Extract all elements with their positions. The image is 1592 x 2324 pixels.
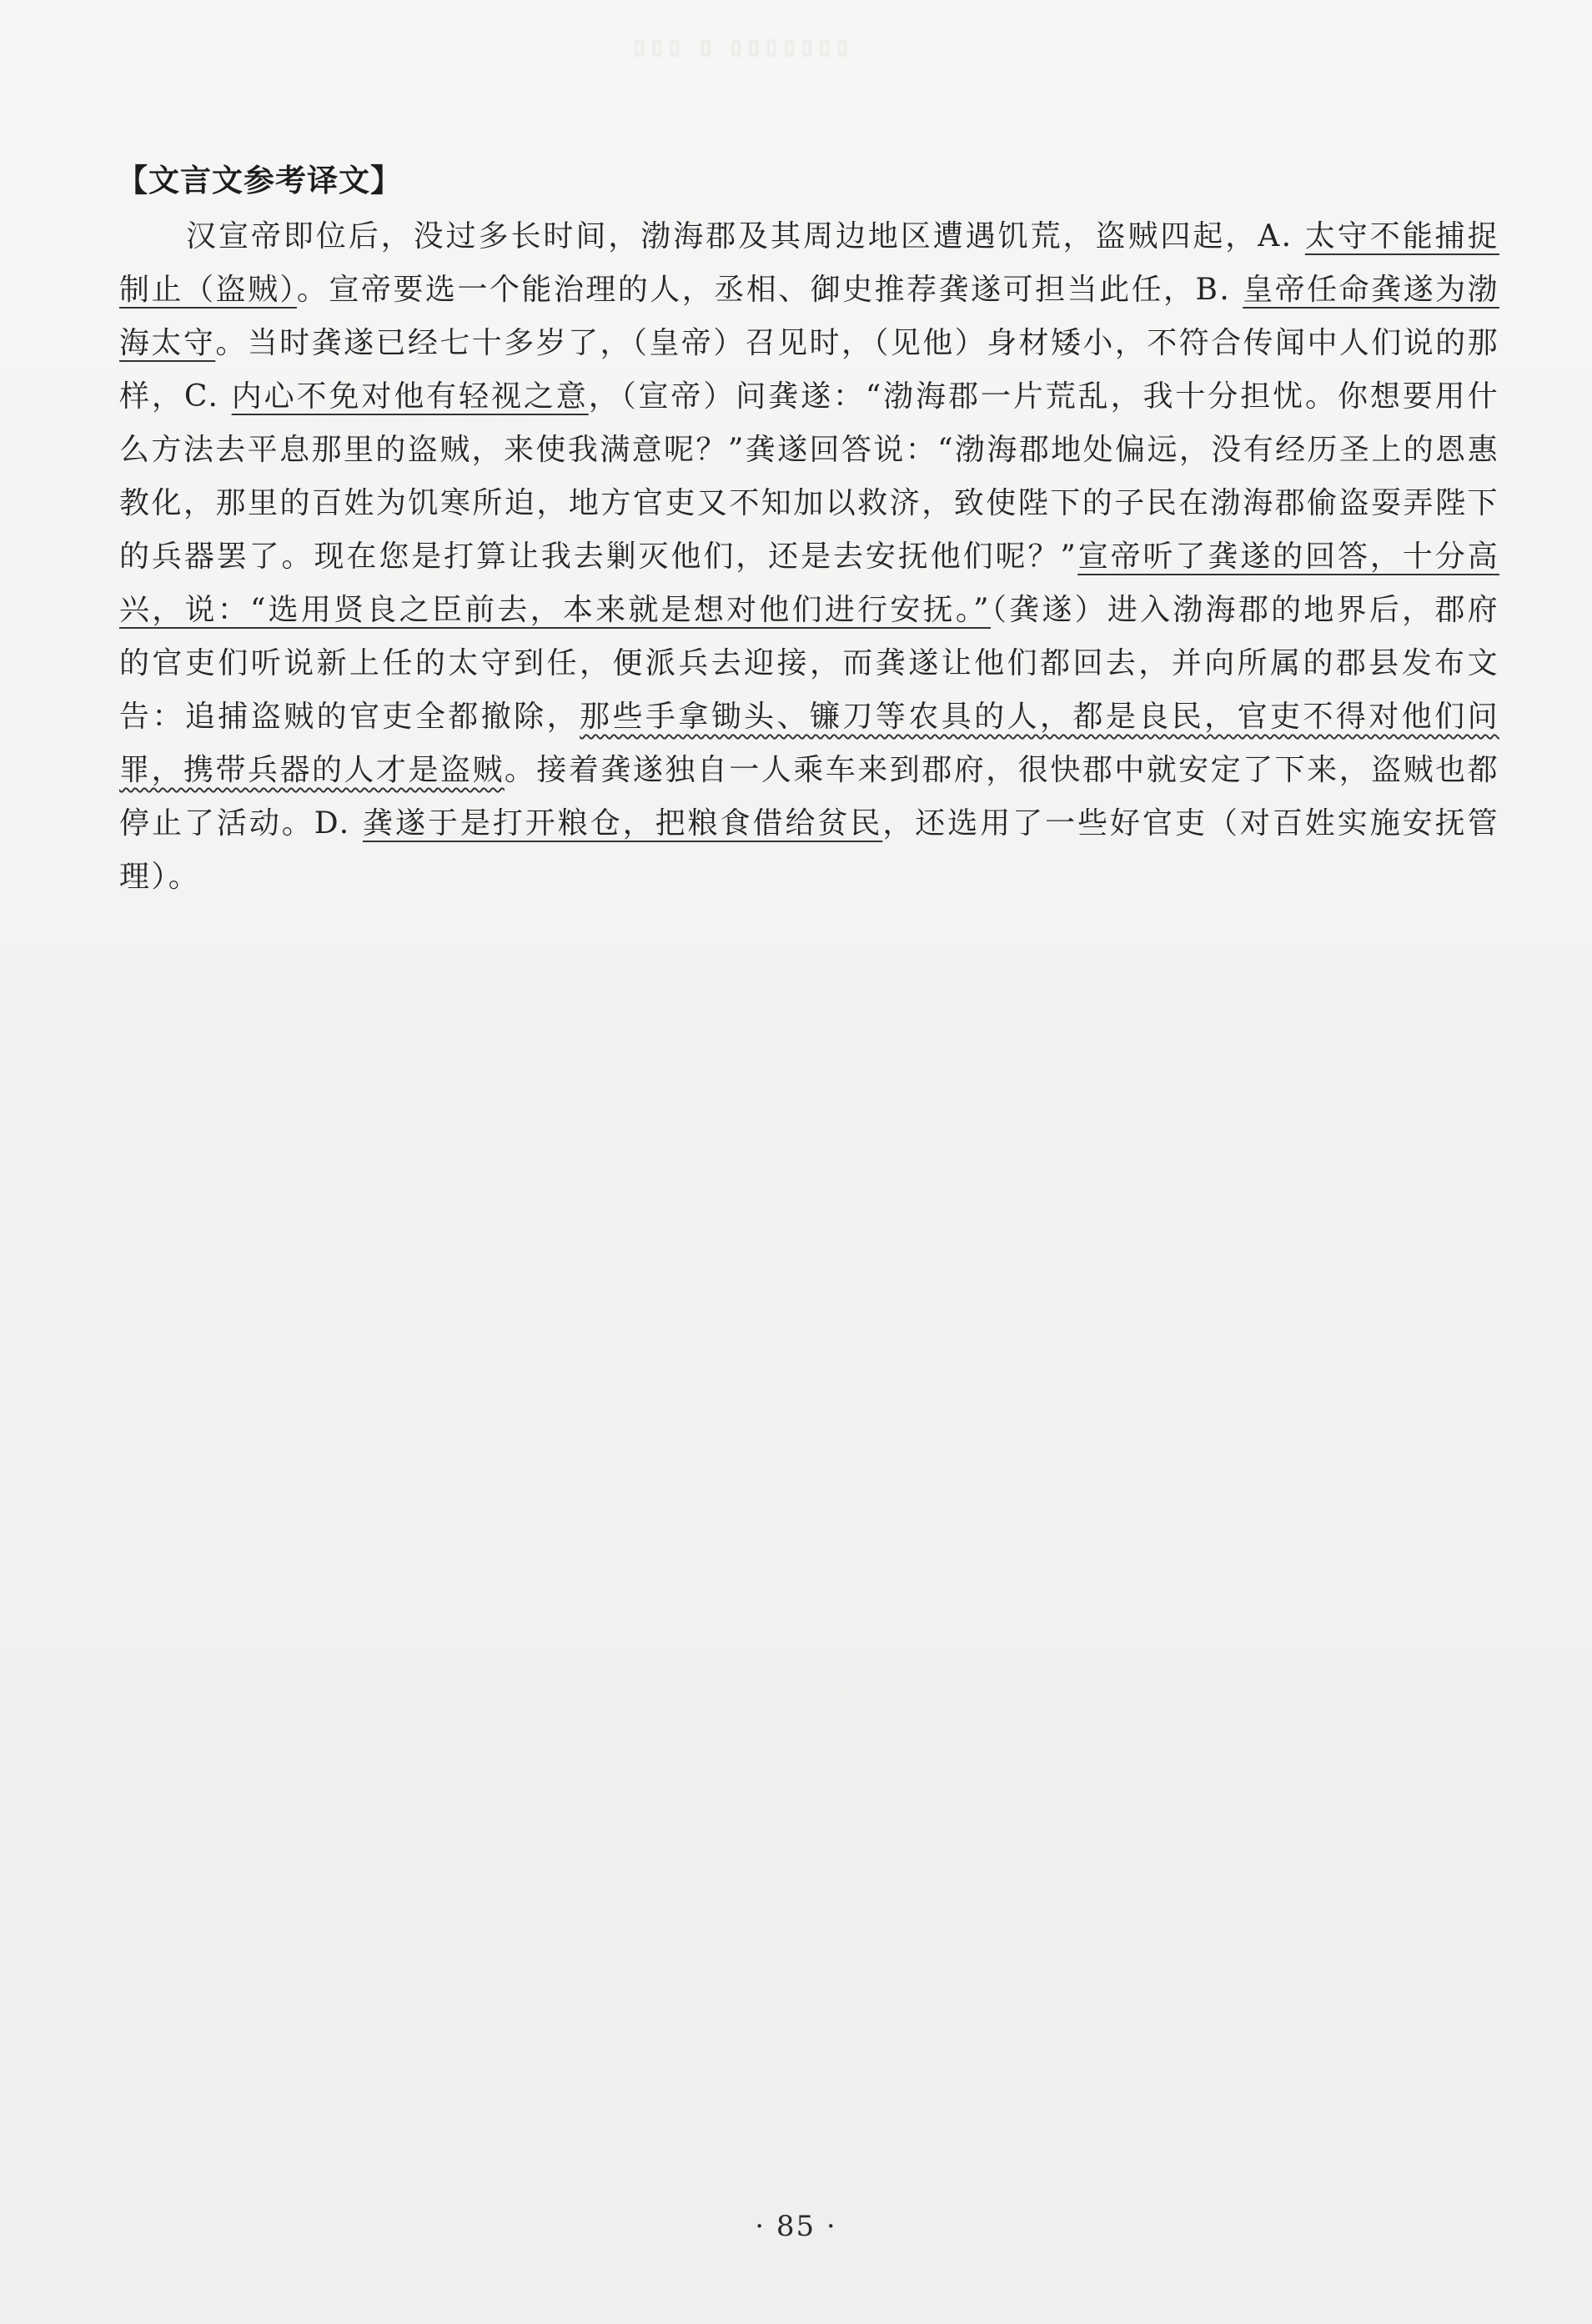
underlined-option-d: 龚遂于是打开粮仓，把粮食借给贫民	[362, 806, 883, 841]
text-segment: 。接着龚遂独自一人乘车来到郡府，很快郡中就安定了下来，盗贼也都停止了活动。D.	[119, 753, 1499, 841]
text-segment: 。当时龚遂已经七十多岁了，（皇帝）召见时，（见他）身材矮小，不符合传闻中人们说的那样，C.	[119, 326, 1500, 414]
text-segment: 汉宣帝即位后，没过多长时间，渤海郡及其周边地区遭遇饥荒，盗贼四起，A.	[186, 219, 1305, 253]
text-segment: ，还选用了一些好官吏（对百姓实施安抚管理）。	[119, 806, 1499, 894]
page-number: · 85 ·	[755, 2210, 837, 2243]
text-segment: 。宣帝要选一个能治理的人，丞相、御史推荐龚遂可担当此任，B.	[296, 273, 1243, 307]
underlined-option-a: 太守不能捕捉制止（盗贼）	[119, 219, 1499, 307]
underlined-option-c: 内心不免对他有轻视之意	[231, 379, 589, 414]
underlined-option-b: 皇帝任命龚遂为渤海太守	[119, 273, 1499, 360]
text-segment: （龚遂）进入渤海郡的地界后，郡府的官吏们听说新上任的太守到任，便派兵去迎接，而龚遂让他们都回去，并向所属的郡县发布文告：追捕盗贼的官吏全都撤除，	[119, 593, 1499, 734]
text-segment: ，（宣帝）问龚遂：“渤海郡一片荒乱，我十分担忧。你想要用什么方法去平息那里的盗贼，来使我满意呢？”龚遂回答说：“渤海郡地处偏远，没有经历圣上的恩惠教化，那里的百姓为饥寒所迫，地方官吏又不知加以救济，致使陛下的子民在渤海郡偷盗耍弄陛下的兵器罢了。现在您是打算让我去剿灭他们，还是去安抚他们呢？”	[119, 379, 1499, 574]
bleed-through-text: ▯▯▯ ▯ ▯▯▯▯▯▯▯	[634, 35, 855, 58]
wavy-underlined-sentence: 那些手拿锄头、镰刀等农具的人，都是良民，官吏不得对他们问罪，携带兵器的人才是盗贼	[119, 700, 1499, 787]
underlined-sentence: 宣帝听了龚遂的回答，十分高兴，说：“选用贤良之臣前去，本来就是想对他们进行安抚。”	[119, 540, 1500, 627]
section-title: 【文言文参考译文】	[117, 163, 402, 198]
translation-paragraph	[119, 210, 1499, 904]
